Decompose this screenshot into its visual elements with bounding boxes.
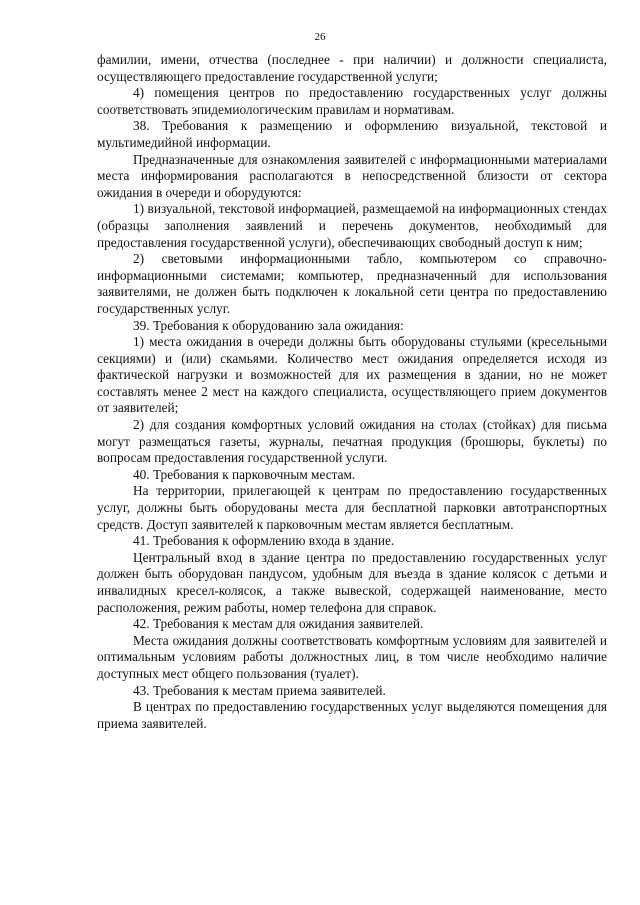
paragraph-item-2-comfort: 2) для создания комфортных условий ожидания на столах (стойках) для письма могут размещаться газеты, журналы, печатная продукция (брошюры, буклеты) по вопросам предоставления государственной услуги. (97, 417, 607, 466)
paragraph-information-places: Предназначенные для ознакомления заявителей с информационными материалами места информирования располагаются в непосредственной близости от сектора ожидания в очереди и оборудуются: (97, 151, 607, 200)
paragraph-section-38: 38. Требования к размещению и оформлению визуальной, текстовой и мультимедийной информации. (97, 118, 607, 150)
paragraph-waiting-places: Места ожидания должны соответствовать комфортным условиям для заявителей и оптимальным условиям работы должностных лиц, в том числе необходимо наличие доступных мест общего пользования (туалет). (97, 632, 607, 681)
paragraph-item-1-stands: 1) визуальной, текстовой информацией, размещаемой на информационных стендах (образцы заполнения заявлений и перечень документов, необходимый для предоставления государственной услуги), обеспечивающих свободный доступ к ним; (97, 201, 607, 250)
paragraph-section-43: 43. Требования к местам приема заявителей. (133, 682, 386, 698)
paragraph-section-40: 40. Требования к парковочным местам. (133, 466, 356, 482)
paragraph-entrance: Центральный вход в здание центра по предоставлению государственных услуг должен быть оборудован пандусом, удобным для въезда в здание колясок с детьми и инвалидных кресел-колясок, а также вывеской, содержащей наименование, место расположения, режим работы, номер телефона для справок. (97, 549, 607, 615)
paragraph-continuation: фамилии, имени, отчества (последнее - при наличии) и должности специалиста, осуществляющего предоставление государственной услуги; (97, 52, 607, 84)
paragraph-reception-rooms: В центрах по предоставлению государственных услуг выделяются помещения для приема заявителей. (97, 699, 607, 731)
paragraph-section-41: 41. Требования к оформлению входа в здание. (133, 533, 395, 549)
page-number: 26 (314, 31, 326, 43)
body-text (97, 52, 607, 732)
paragraph-section-39: 39. Требования к оборудованию зала ожидания: (133, 317, 404, 333)
paragraph-item-4-premises: 4) помещения центров по предоставлению государственных услуг должны соответствовать эпидемиологическим правилам и нормативам. (97, 85, 607, 117)
paragraph-item-2-displays: 2) световыми информационными табло, компьютером со справочно-информационными системами; компьютер, предназначенный для использования заявителями, не должен быть подключен к локальной сети центра по предоставлению государственных услуг. (97, 251, 607, 316)
paragraph-item-1-waiting-seats: 1) места ожидания в очереди должны быть оборудованы стульями (кресельными секциями) и (или) скамьями. Количество мест ожидания определяется исходя из фактической нагрузки и возможностей для их размещения в здании, но не может составлять менее 2 мест на каждого специалиста, осуществляющего прием документов от заявителей; (97, 334, 607, 416)
paragraph-section-42: 42. Требования к местам для ожидания заявителей. (133, 616, 424, 632)
paragraph-parking: На территории, прилегающей к центрам по предоставлению государственных услуг, должны быть оборудованы места для бесплатной парковки автотранспортных средств. Доступ заявителей к парковочным местам является бесплатным. (97, 483, 607, 532)
